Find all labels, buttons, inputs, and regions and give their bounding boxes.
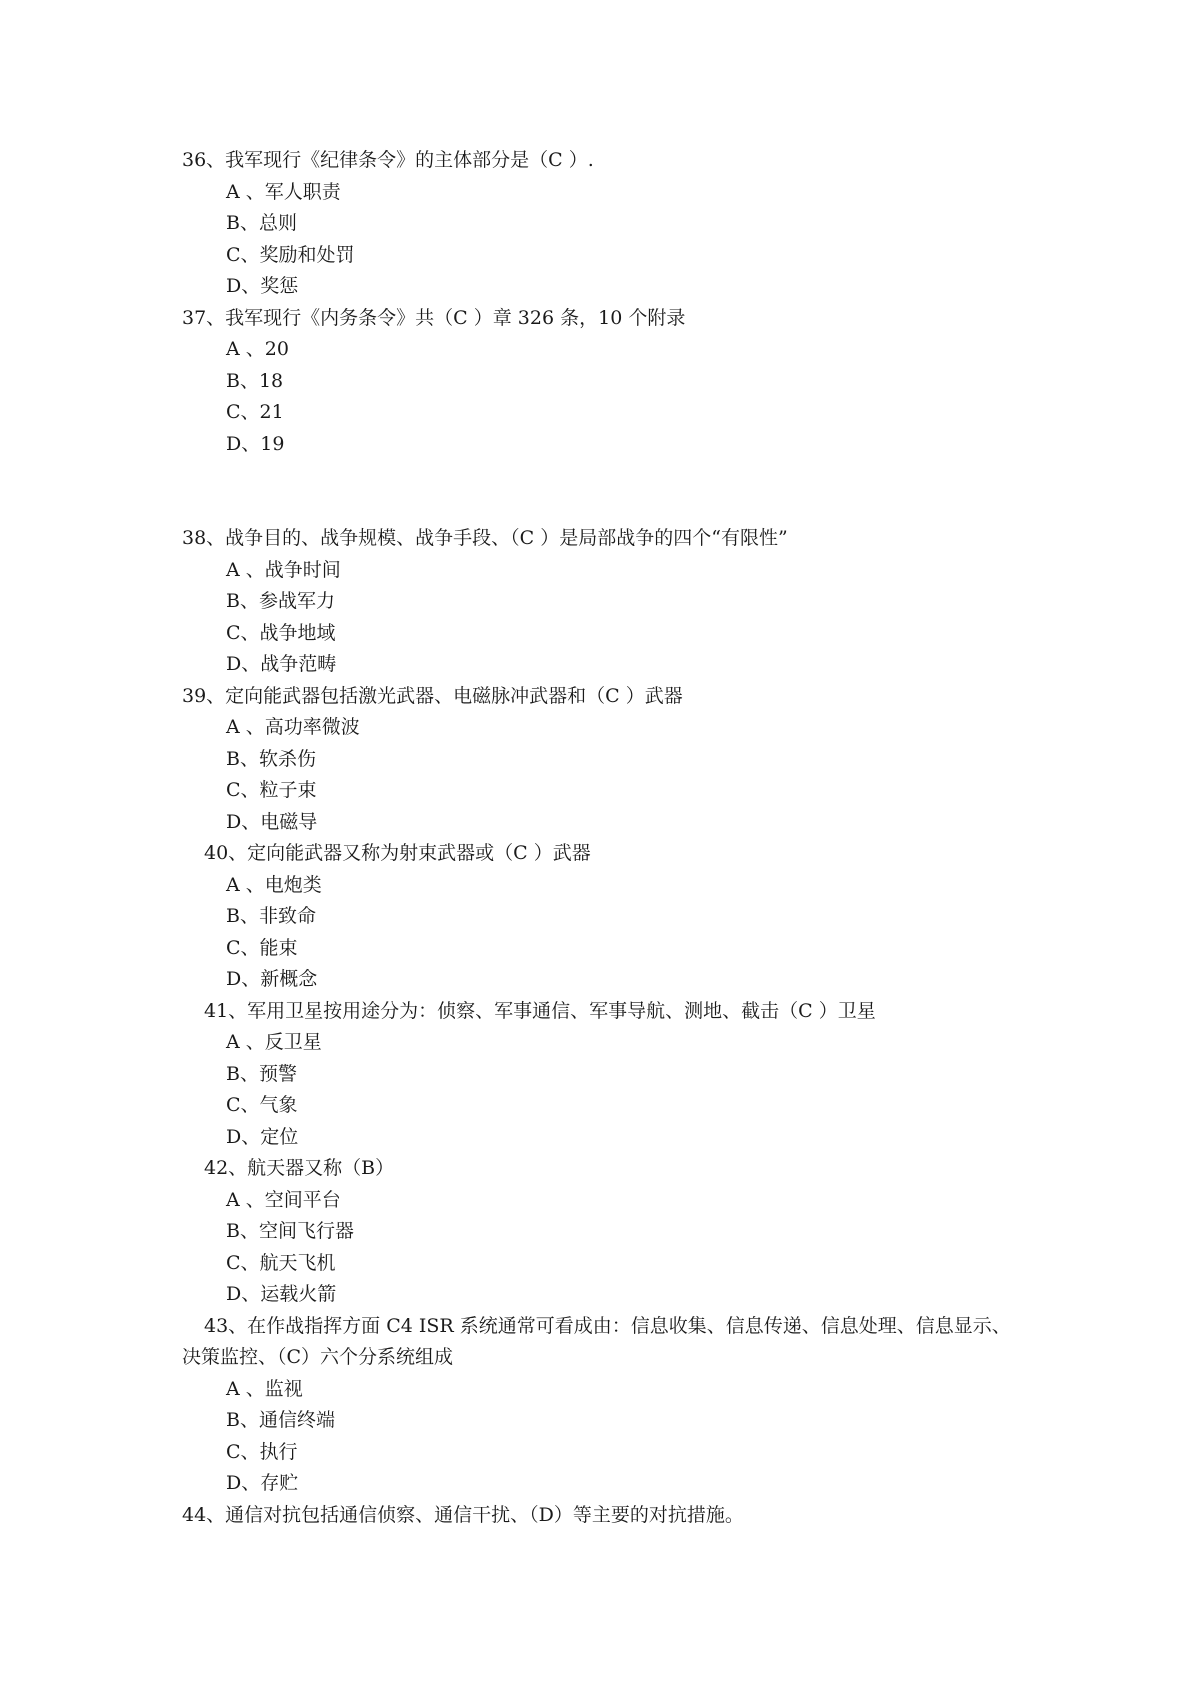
option-c: C、21 — [226, 401, 284, 423]
option-d: D、战争范畴 — [226, 653, 337, 675]
question-40 — [182, 838, 1022, 996]
option-d: D、定位 — [226, 1125, 299, 1148]
option-c: C、执行 — [226, 1440, 298, 1463]
question-36 — [182, 145, 1022, 303]
option-d: D、19 — [226, 432, 285, 455]
option-c: C、气象 — [226, 1094, 298, 1116]
option-c: C、粒子束 — [226, 779, 317, 801]
question-41 — [182, 996, 1022, 1154]
question-stem: 39、定向能武器包括激光武器、电磁脉冲武器和（C ）武器 — [182, 684, 683, 707]
question-42 — [182, 1153, 1022, 1311]
option-b: B、软杀伤 — [226, 747, 316, 770]
option-a: A 、高功率微波 — [226, 716, 360, 738]
question-stem: 43、在作战指挥方面 C4 ISR 系统通常可看成由：信息收集、信息传递、信息处理、信息显示、决策监控、（C）六个分系统组成 — [182, 1314, 1011, 1368]
option-d: D、存贮 — [226, 1472, 299, 1494]
question-list — [182, 145, 1022, 1531]
question-stem: 42、航天器又称（B） — [204, 1157, 395, 1179]
question-44 — [182, 1500, 1022, 1532]
option-d: D、运载火箭 — [226, 1283, 337, 1305]
question-37 — [182, 303, 1022, 461]
option-a: A 、电炮类 — [226, 873, 322, 896]
option-b: B、参战军力 — [226, 590, 335, 612]
option-c: C、奖励和处罚 — [226, 243, 355, 266]
option-c: C、航天飞机 — [226, 1251, 336, 1274]
option-b: B、预警 — [226, 1062, 297, 1085]
option-c: C、能束 — [226, 936, 298, 959]
option-c: C、战争地域 — [226, 621, 336, 644]
option-b: B、空间飞行器 — [226, 1220, 354, 1242]
option-b: B、通信终端 — [226, 1409, 335, 1431]
option-a: A 、反卫星 — [226, 1031, 322, 1053]
question-stem: 38、战争目的、战争规模、战争手段、（C ）是局部战争的四个“有限性” — [182, 527, 788, 549]
option-b: B、非致命 — [226, 905, 316, 927]
question-stem: 37、我军现行《内务条令》共（C ）章 326 条，10 个附录 — [182, 306, 686, 329]
section-gap — [182, 460, 1022, 523]
option-a: A 、监视 — [226, 1377, 303, 1400]
question-43 — [182, 1311, 1022, 1500]
question-stem: 40、定向能武器又称为射束武器或（C ）武器 — [204, 842, 591, 864]
option-b: B、总则 — [226, 212, 297, 234]
question-stem: 36、我军现行《纪律条令》的主体部分是（C ）. — [182, 149, 594, 171]
option-d: D、奖惩 — [226, 275, 299, 297]
question-stem: 44、通信对抗包括通信侦察、通信干扰、（D）等主要的对抗措施。 — [182, 1503, 744, 1526]
option-b: B、18 — [226, 369, 284, 392]
option-d: D、电磁导 — [226, 810, 318, 833]
question-stem: 41、军用卫星按用途分为：侦察、军事通信、军事导航、测地、截击（C ）卫星 — [204, 999, 876, 1022]
option-a: A 、战争时间 — [226, 558, 341, 581]
option-a: A 、空间平台 — [226, 1188, 341, 1211]
question-38 — [182, 523, 1022, 681]
option-a: A 、20 — [226, 338, 289, 360]
option-d: D、新概念 — [226, 968, 318, 990]
option-a: A 、军人职责 — [226, 180, 341, 203]
question-39 — [182, 681, 1022, 839]
